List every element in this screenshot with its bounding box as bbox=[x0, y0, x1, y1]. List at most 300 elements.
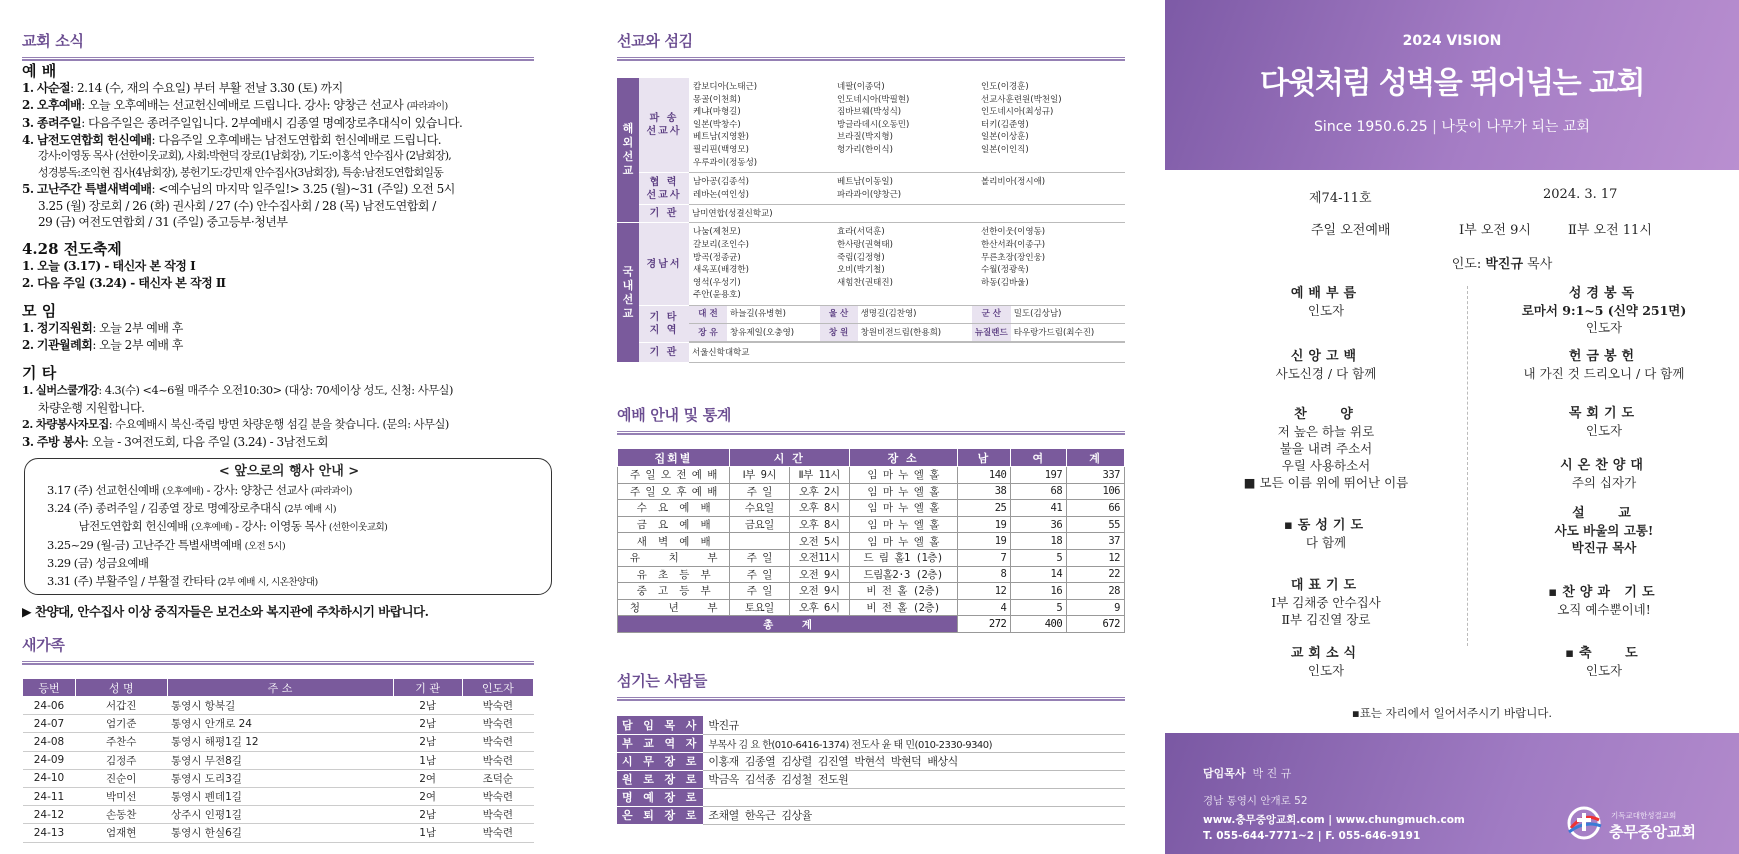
church-address: 경남 통영시 안개로 52 bbox=[1203, 795, 1308, 807]
church-website[interactable]: www.충무중앙교회.com | www.chungmuch.com bbox=[1203, 814, 1465, 826]
order-item-title: 찬 양 bbox=[1294, 407, 1358, 422]
missionary-name: 베트남(이동일) bbox=[837, 177, 893, 188]
newcomers-cell: 24-07 bbox=[23, 715, 76, 733]
stats-cell: 오후 8시 bbox=[789, 516, 849, 533]
mission-group-label: 국 내 선 교 bbox=[617, 223, 639, 363]
stats-cell: 유 치 부 bbox=[618, 549, 730, 566]
missionary-name: 브라질(박지형) bbox=[837, 132, 893, 143]
servant-role: 담 임 목 사 bbox=[617, 716, 703, 734]
mission-subgroup-label: 파 송 선교사 bbox=[639, 78, 689, 173]
servants-header bbox=[617, 670, 1125, 701]
servant-role: 은 퇴 장 로 bbox=[617, 806, 703, 824]
stats-cell: 오후 6시 bbox=[789, 599, 849, 616]
newcomers-cell: 박숙련 bbox=[462, 697, 533, 715]
mission-institution: 서울신학대학교 bbox=[689, 343, 1125, 363]
upcoming-events-list bbox=[37, 482, 541, 591]
missionary-name: 네팔(이종덕) bbox=[837, 82, 885, 92]
newcomers-cell: 박숙련 bbox=[462, 787, 533, 805]
stats-cell: 주 일 오 후 예 배 bbox=[618, 483, 730, 500]
missionary-name: 수월(정광욱) bbox=[981, 265, 1029, 276]
stats-cell: 19 bbox=[957, 516, 1011, 533]
newcomers-cell: 2여 bbox=[393, 787, 462, 805]
news-item: 2. 기관월례회: 오늘 2부 예배 후 bbox=[22, 337, 183, 352]
newcomers-cell: 통영시 도리3길 bbox=[167, 769, 393, 787]
stats-cell: 오전11시 bbox=[789, 549, 849, 566]
table-row bbox=[617, 788, 1125, 806]
missionary-name: 새옥포(배경한) bbox=[693, 265, 749, 276]
order-divider bbox=[1467, 286, 1468, 646]
parking-notice: ▶ 찬양대, 안수집사 이상 중직자들은 보건소와 복지관에 주차하시기 바랍니다. bbox=[22, 604, 429, 619]
stats-cell: 오후 8시 bbox=[789, 500, 849, 517]
church-phone: T. 055-644-7771~2 | F. 055-646-9191 bbox=[1203, 830, 1421, 842]
newcomers-cell: 2남 bbox=[393, 697, 462, 715]
stats-cell: 19 bbox=[957, 533, 1011, 550]
newcomers-cell: 2남 bbox=[393, 733, 462, 751]
stats-cell: 임 마 누 엘 홀 bbox=[849, 467, 957, 484]
stats-cell: 5 bbox=[1011, 599, 1067, 616]
news-item-detail: 강사:이영동 목사 (선한이웃교회), 사회:박현덕 장로(1남회장), 기도:이홍석 안수집사 (2남회장), bbox=[38, 149, 451, 162]
missionary-name: 방곡(정종균) bbox=[693, 252, 741, 263]
newcomers-cell: 24-13 bbox=[23, 824, 76, 842]
order-item bbox=[1474, 645, 1734, 679]
order-item bbox=[1474, 457, 1734, 491]
table-row bbox=[23, 769, 534, 787]
missionary-name: 캄보디아(노태근) bbox=[693, 82, 758, 92]
missionary-name: 하늘길(유병현) bbox=[727, 306, 820, 324]
mission-subgroup-label: 기 관 bbox=[639, 343, 689, 363]
region-label: 대 전 bbox=[689, 306, 727, 324]
stats-cell: 12 bbox=[1067, 549, 1125, 566]
order-item-line: 저 높은 하늘 위로 bbox=[1277, 424, 1375, 439]
missionary-name: 무른초장(장인웅) bbox=[981, 252, 1046, 263]
order-item-line: 주의 십자가 bbox=[1571, 475, 1637, 490]
servants-table bbox=[617, 716, 1125, 825]
mission-list bbox=[689, 223, 1125, 306]
missionary-name: 몽골(이천희) bbox=[693, 94, 741, 105]
newcomers-cell: 박숙련 bbox=[462, 751, 533, 769]
newcomers-cell: 조덕순 bbox=[462, 769, 533, 787]
stats-column-header: 여 bbox=[1011, 449, 1067, 467]
worship-heading: 예 배 bbox=[22, 62, 57, 80]
missionary-name: 밀도(김상남) bbox=[1011, 306, 1125, 324]
news-item: 1. 정기직원회: 오늘 2부 예배 후 bbox=[22, 321, 183, 335]
order-item bbox=[1196, 517, 1456, 551]
newcomers-cell: 박숙련 bbox=[462, 806, 533, 824]
newcomers-cell: 진순이 bbox=[75, 769, 167, 787]
missionary-name: 인도(이경훈) bbox=[981, 82, 1029, 92]
stats-cell: 55 bbox=[1067, 516, 1125, 533]
newcomers-cell: 24-10 bbox=[23, 769, 76, 787]
order-item-title: 헌금봉헌 bbox=[1568, 349, 1640, 364]
mission-subgroup-label: 협 력 선교사 bbox=[639, 173, 689, 205]
mission-list bbox=[689, 305, 1125, 343]
newcomers-cell: 주찬수 bbox=[75, 733, 167, 751]
table-row bbox=[618, 583, 1125, 600]
table-row bbox=[617, 770, 1125, 788]
stats-cell: 수 요 예 배 bbox=[618, 500, 730, 517]
newcomers-cell: 통영시 무전8길 bbox=[167, 751, 393, 769]
festival-line: 1. 오늘 (3.17) - 태신자 본 작정 Ⅰ bbox=[22, 259, 196, 273]
missionary-name: 짐바브웨(박성식) bbox=[837, 107, 902, 118]
order-item bbox=[1474, 505, 1734, 556]
mission-list bbox=[689, 78, 1125, 173]
worship-stats-header bbox=[617, 404, 1125, 435]
church-logo-icon bbox=[1565, 804, 1603, 842]
news-item-detail: 3.25 (월) 장로회 / 26 (화) 권사회 / 27 (수) 안수집사회 / 28 (목) 남전도연합회 / bbox=[38, 198, 436, 213]
order-item-line: Ⅱ부 김진열 장로 bbox=[1281, 612, 1371, 627]
order-item-title: 성경봉독 bbox=[1568, 286, 1640, 301]
event-line: 3.17 (주) 선교헌신예배 (오후예배) - 강사: 양창근 선교사 (파라과이) bbox=[47, 483, 352, 497]
order-item bbox=[1196, 577, 1456, 628]
newcomers-cell: 통영시 해평1길 12 bbox=[167, 733, 393, 751]
order-item-title: 목회기도 bbox=[1568, 406, 1640, 421]
service-time-1: Ⅰ부 오전 9시 bbox=[1459, 223, 1531, 238]
newcomers-cell: 통영시 한실6길 bbox=[167, 824, 393, 842]
missionary-name: 일본(박창수) bbox=[693, 119, 741, 130]
region-label: 울 산 bbox=[820, 306, 858, 324]
service-time-2: Ⅱ부 오전 11시 bbox=[1568, 223, 1652, 238]
meeting-heading: 모 임 bbox=[22, 302, 57, 320]
table-row bbox=[23, 715, 534, 733]
table-row bbox=[618, 483, 1125, 500]
order-item-title: ▪축 도 bbox=[1565, 646, 1643, 661]
cover-column bbox=[1165, 0, 1739, 854]
table-row bbox=[23, 806, 534, 824]
table-row bbox=[618, 516, 1125, 533]
total-row bbox=[618, 616, 1125, 633]
standing-note: ▪표는 자리에서 일어서주시기 바랍니다. bbox=[1351, 706, 1553, 720]
missionary-name bbox=[835, 289, 979, 302]
stats-cell: 106 bbox=[1067, 483, 1125, 500]
order-item bbox=[1474, 348, 1734, 382]
missionary-name: 베트남(지영환) bbox=[693, 132, 749, 143]
section-divider bbox=[22, 57, 534, 61]
missionary-name: 생명길(김찬영) bbox=[858, 306, 972, 324]
vision-label: 2024 VISION bbox=[1402, 33, 1502, 49]
order-item-title: 설 교 bbox=[1572, 506, 1636, 521]
missionary-name: 필리핀(백영모) bbox=[693, 144, 749, 155]
news-item: 1. 실버스쿨개강: 4.3(수) <4~6월 매주수 오전10:30> (대상: 70세이상 성도, 신청: 사무실) bbox=[22, 383, 453, 397]
stats-cell: 주 일 bbox=[729, 549, 789, 566]
newcomers-cell: 엄기준 bbox=[75, 715, 167, 733]
stats-column-header: 시 간 bbox=[729, 449, 849, 467]
newcomers-column-header: 주 소 bbox=[167, 679, 393, 697]
stats-cell: 중 고 등 부 bbox=[618, 583, 730, 600]
mission-table-wrap bbox=[617, 78, 1125, 363]
stats-cell: 오전 9시 bbox=[789, 583, 849, 600]
mission-table bbox=[617, 78, 1125, 363]
stats-column-header: 장 소 bbox=[849, 449, 957, 467]
newcomers-cell: 박숙련 bbox=[462, 733, 533, 751]
region-label: 뉴질랜드 bbox=[972, 324, 1011, 342]
order-item bbox=[1474, 584, 1734, 618]
festival-heading: 4.28 전도축제 bbox=[22, 240, 122, 258]
missionary-name: 레바논(여인성) bbox=[693, 189, 749, 200]
order-item-line: 박진규 목사 bbox=[1571, 540, 1637, 555]
newcomers-cell: 상주시 인평1길 bbox=[167, 806, 393, 824]
issue-number: 제74-11호 bbox=[1309, 191, 1372, 206]
mission-institution: 남미연합(성결신학교) bbox=[689, 205, 1125, 223]
order-item-title: 예배부름 bbox=[1290, 286, 1362, 301]
table-row bbox=[23, 824, 534, 842]
stats-cell: 드 림 홀1 (1층) bbox=[849, 549, 957, 566]
newcomers-cell: 1남 bbox=[393, 824, 462, 842]
missionary-name bbox=[979, 189, 1123, 202]
stats-cell: 주 일 오 전 예 배 bbox=[618, 467, 730, 484]
newcomers-table bbox=[22, 678, 534, 843]
service-name: 주일 오전예배 bbox=[1311, 223, 1391, 238]
newcomers-cell: 엄재현 bbox=[75, 824, 167, 842]
stats-cell: 주 일 bbox=[729, 566, 789, 583]
section-divider bbox=[617, 57, 1125, 61]
missionary-name: 나눔(제천모) bbox=[693, 227, 741, 238]
table-row bbox=[617, 752, 1125, 770]
missionary-name: 죽림(김정형) bbox=[837, 252, 885, 263]
stats-cell: 25 bbox=[957, 500, 1011, 517]
news-item: 4. 남전도연합회 헌신예배: 다음주일 오후예배는 남전도연합회 헌신예배로 드립니다. bbox=[22, 132, 442, 147]
total-value: 672 bbox=[1067, 616, 1125, 633]
newcomers-cell: 24-06 bbox=[23, 697, 76, 715]
servant-role: 시 무 장 로 bbox=[617, 752, 703, 770]
stats-cell: 18 bbox=[1011, 533, 1067, 550]
stats-cell: 197 bbox=[1011, 467, 1067, 484]
news-item: 2. 차량봉사자모집: 수요예배시 북신·죽림 방면 차량운행 섬길 분을 찾습니다. (문의: 사무실) bbox=[22, 417, 449, 431]
newcomers-table-wrap bbox=[22, 678, 534, 843]
festival-news bbox=[22, 240, 226, 291]
newcomers-cell: 24-09 bbox=[23, 751, 76, 769]
news-item: 3. 주방 봉사: 오늘 - 3여전도회, 다음 주일 (3.24) - 3남전도회 bbox=[22, 434, 329, 449]
servants-wrap bbox=[617, 716, 1125, 825]
region-label: 창 원 bbox=[820, 324, 858, 342]
order-item-title: 교회소식 bbox=[1290, 646, 1362, 661]
table-row bbox=[23, 733, 534, 751]
service-leader: 인도: 박진규 목사 bbox=[1451, 257, 1553, 272]
servant-names: 박금옥 김석종 김성철 전도원 bbox=[703, 770, 1125, 788]
servant-role: 명 예 장 로 bbox=[617, 788, 703, 806]
stats-cell: Ⅱ부 11시 bbox=[789, 467, 849, 484]
worship-news bbox=[22, 62, 562, 231]
order-item bbox=[1474, 405, 1734, 439]
newcomers-column-header: 인도자 bbox=[462, 679, 533, 697]
stats-column-header: 집회별 bbox=[618, 449, 730, 467]
missionary-name: 우루과이(정동성) bbox=[693, 157, 758, 168]
table-row bbox=[618, 533, 1125, 550]
stats-cell: 청 년 부 bbox=[618, 599, 730, 616]
order-item-title: ▪찬양과 기도 bbox=[1548, 585, 1660, 600]
order-item-title: ▪동성기도 bbox=[1283, 518, 1369, 533]
event-line: 3.25~29 (월-금) 고난주간 특별새벽예배 (오전 5시) bbox=[47, 537, 286, 552]
missionary-name: 갈보리(조인수) bbox=[693, 239, 749, 250]
news-item-detail: 성경봉독:조익현 집사(4남회장), 봉헌기도:강민재 안수집사(3남회장), 특송:남전도연합회일동 bbox=[38, 165, 443, 179]
mission-subgroup-label: 기 타 지 역 bbox=[639, 305, 689, 343]
missionary-name: 남아공(김종석) bbox=[693, 177, 749, 188]
region-label: 군 산 bbox=[972, 306, 1011, 324]
church-news-title: 교회 소식 bbox=[22, 32, 84, 50]
region-label: 장 유 bbox=[689, 324, 727, 342]
order-item-title: 대표기도 bbox=[1290, 578, 1362, 593]
stats-cell: Ⅰ부 9시 bbox=[729, 467, 789, 484]
worship-stats-title: 예배 안내 및 통계 bbox=[617, 406, 732, 424]
missionary-name: 일본(이상훈) bbox=[981, 132, 1029, 143]
stats-cell: 66 bbox=[1067, 500, 1125, 517]
section-divider bbox=[22, 661, 534, 665]
stats-cell: 임 마 누 엘 홀 bbox=[849, 516, 957, 533]
worship-stats-wrap bbox=[617, 448, 1125, 633]
stats-cell: 비 전 홀 (2층) bbox=[849, 583, 957, 600]
order-item-line: 로마서 9:1~5 (신약 251면) bbox=[1521, 303, 1687, 318]
stats-cell: 임 마 누 엘 홀 bbox=[849, 533, 957, 550]
stats-cell bbox=[729, 533, 789, 550]
servant-names: 이홍재 김종열 김상렬 김진열 박현석 박현덕 배상식 bbox=[703, 752, 1125, 770]
stats-cell: 비 전 홀 (2층) bbox=[849, 599, 957, 616]
stats-cell: 오전 9시 bbox=[789, 566, 849, 583]
festival-line: 2. 다음 주일 (3.24) - 태신자 본 작정 Ⅱ bbox=[22, 275, 226, 290]
upcoming-events-box bbox=[24, 458, 552, 595]
order-item-line: 오직 예수뿐이네! bbox=[1557, 602, 1651, 617]
section-divider bbox=[617, 431, 1125, 435]
order-item bbox=[1474, 285, 1734, 336]
newcomers-title: 새가족 bbox=[22, 636, 65, 654]
missionary-name: 선한이웃(이영동) bbox=[981, 227, 1046, 238]
news-item: 1. 사순절: 2.14 (수, 재의 수요일) 부터 부활 전날 3.30 (토) 까지 bbox=[22, 81, 343, 95]
missionary-name: 볼리비아(정시애) bbox=[981, 177, 1046, 188]
missionary-name: 타우랑가드림(최수진) bbox=[1011, 324, 1125, 342]
servant-role: 부 교 역 자 bbox=[617, 734, 703, 752]
church-footer bbox=[1165, 733, 1739, 854]
event-line: 3.24 (주) 종려주일 / 김종열 장로 명예장로추대식 (2부 예배 시) bbox=[47, 501, 337, 516]
stats-cell: 주 일 bbox=[729, 583, 789, 600]
stats-cell: 37 bbox=[1067, 533, 1125, 550]
table-row bbox=[617, 806, 1125, 824]
order-item-line: 내 가진 것 드리오니 / 다 함께 bbox=[1523, 366, 1685, 381]
stats-column-header: 남 bbox=[957, 449, 1011, 467]
newcomers-column-header: 기 관 bbox=[393, 679, 462, 697]
missionary-name: 인도네시아(최성규) bbox=[981, 107, 1054, 118]
stats-cell: 12 bbox=[957, 583, 1011, 600]
stats-cell: 수요일 bbox=[729, 500, 789, 517]
event-line: 3.29 (금) 성금요예배 bbox=[47, 555, 149, 570]
stats-cell: 임 마 누 엘 홀 bbox=[849, 500, 957, 517]
stats-cell: 금 요 예 배 bbox=[618, 516, 730, 533]
news-item: 5. 고난주간 특별새벽예배: <예수님의 마지막 일주일!> 3.25 (월)~31 (주일) 오전 5시 bbox=[22, 182, 455, 196]
missionary-name bbox=[979, 157, 1123, 170]
stats-cell: 드림홀2·3 (2층) bbox=[849, 566, 957, 583]
stats-cell: 7 bbox=[957, 549, 1011, 566]
newcomers-cell: 24-12 bbox=[23, 806, 76, 824]
mission-list bbox=[689, 173, 1125, 205]
missionary-name bbox=[979, 289, 1123, 302]
stats-cell: 토요일 bbox=[729, 599, 789, 616]
order-item-line: 불을 내려 주소서 bbox=[1279, 441, 1373, 456]
servant-names: 박진규 bbox=[703, 716, 1125, 734]
newcomers-cell: 2여 bbox=[393, 769, 462, 787]
stats-cell: 16 bbox=[1011, 583, 1067, 600]
stats-cell: 오전 5시 bbox=[789, 533, 849, 550]
total-value: 272 bbox=[957, 616, 1011, 633]
issue-date: 2024. 3. 17 bbox=[1543, 187, 1618, 202]
stats-cell: 금요일 bbox=[729, 516, 789, 533]
missionary-name: 파라과이(양창근) bbox=[837, 189, 902, 200]
order-item-line: 인도자 bbox=[1307, 303, 1345, 318]
missionary-name: 하동(김바울) bbox=[981, 277, 1029, 288]
table-row bbox=[618, 500, 1125, 517]
missionary-name: 선교사훈련원(박천일) bbox=[981, 94, 1062, 105]
order-item-line: 인도자 bbox=[1585, 663, 1623, 678]
missionary-name: 주안(윤용호) bbox=[693, 290, 741, 301]
table-row bbox=[618, 549, 1125, 566]
missionary-name: 창유제일(오충영) bbox=[727, 324, 820, 342]
newcomers-cell: 박숙련 bbox=[462, 824, 533, 842]
order-item-line: 사도신경 / 다 함께 bbox=[1275, 366, 1377, 381]
since-line: Since 1950.6.25 | 나뭇이 나무가 되는 교회 bbox=[1314, 119, 1590, 135]
missionary-name: 오비(박기철) bbox=[837, 265, 885, 276]
order-item bbox=[1196, 285, 1456, 319]
mission-title: 선교와 섬김 bbox=[617, 32, 693, 50]
church-news-header bbox=[22, 30, 534, 61]
order-item-line: 우릴 사용하소서 bbox=[1281, 458, 1371, 473]
vision-banner bbox=[1165, 0, 1739, 170]
stats-cell: 36 bbox=[1011, 516, 1067, 533]
upcoming-events-title: < 앞으로의 행사 안내 > bbox=[218, 464, 360, 479]
stats-cell: 22 bbox=[1067, 566, 1125, 583]
servant-role: 원 로 장 로 bbox=[617, 770, 703, 788]
missionary-name: 한사랑(권혁태) bbox=[837, 239, 893, 250]
newcomers-column-header: 성 명 bbox=[75, 679, 167, 697]
servant-names: 부목사 김 요 한(010-6416-1374) 전도사 윤 태 민(010-2330-9340) bbox=[703, 734, 1125, 752]
mission-header bbox=[617, 30, 1125, 61]
stats-cell: 새 벽 예 배 bbox=[618, 533, 730, 550]
mission-subgroup-label: 경남서 bbox=[639, 223, 689, 306]
newcomers-column-header: 등번 bbox=[23, 679, 76, 697]
pastor-line: 담임목사 박 진 규 bbox=[1203, 767, 1292, 780]
etc-heading: 기 타 bbox=[22, 364, 57, 382]
missionary-name: 새힘찬(권태진) bbox=[837, 277, 893, 288]
event-line: 3.31 (주) 부활주일 / 부활절 칸타타 (2부 예배 시, 시온찬양대) bbox=[47, 574, 318, 589]
newcomers-cell: 24-11 bbox=[23, 787, 76, 805]
servant-names: 조채열 한옥근 김상율 bbox=[703, 806, 1125, 824]
newcomers-cell: 통영시 항북길 bbox=[167, 697, 393, 715]
total-value: 400 bbox=[1011, 616, 1067, 633]
stats-cell: 9 bbox=[1067, 599, 1125, 616]
vision-motto: 다윗처럼 성벽을 뛰어넘는 교회 bbox=[1259, 66, 1645, 101]
section-divider bbox=[617, 697, 1125, 701]
newcomers-cell: 서갑진 bbox=[75, 697, 167, 715]
order-item-line: Ⅰ부 김채중 안수집사 bbox=[1271, 595, 1381, 610]
etc-news bbox=[22, 364, 562, 450]
newcomers-cell: 1남 bbox=[393, 751, 462, 769]
table-row bbox=[617, 716, 1125, 734]
newcomers-cell: 2남 bbox=[393, 806, 462, 824]
order-item-line: 다 함께 bbox=[1305, 535, 1347, 550]
stats-cell: 68 bbox=[1011, 483, 1067, 500]
order-item-line: 인도자 bbox=[1585, 423, 1623, 438]
order-item-line: 인도자 bbox=[1585, 320, 1623, 335]
newcomers-cell: 박미선 bbox=[75, 787, 167, 805]
stats-cell: 4 bbox=[957, 599, 1011, 616]
table-row bbox=[617, 734, 1125, 752]
missionary-name: 일본(이인직) bbox=[981, 144, 1029, 155]
meeting-news bbox=[22, 302, 183, 353]
table-row bbox=[23, 697, 534, 715]
stats-cell: 28 bbox=[1067, 583, 1125, 600]
newcomers-cell: 통영시 안개로 24 bbox=[167, 715, 393, 733]
servants-title: 섬기는 사람들 bbox=[617, 672, 708, 690]
news-item: 3. 종려주일: 다음주일은 종려주일입니다. 2부예배시 김종열 명예장로추대식이 있습니다. bbox=[22, 116, 463, 130]
news-item: 2. 오후예배: 오늘 오후예배는 선교헌신예배로 드립니다. 강사: 양창근 선교사 (파라과이) bbox=[22, 97, 448, 112]
order-item-line: 사도 바울의 고통! bbox=[1554, 523, 1654, 538]
news-item-detail: 차량운행 지원합니다. bbox=[38, 400, 145, 415]
stats-cell: 8 bbox=[957, 566, 1011, 583]
